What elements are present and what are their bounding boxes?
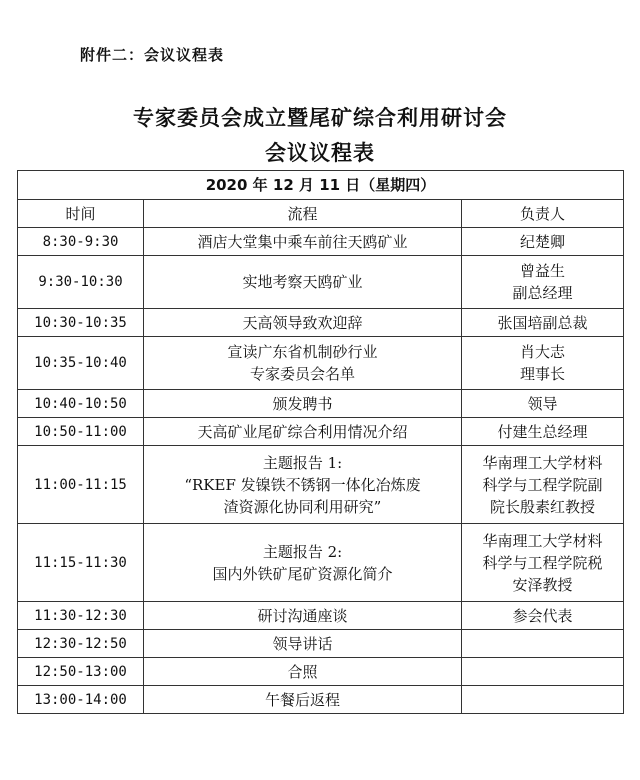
- owner-cell: 华南理工大学材料 科学与工程学院副 院长殷素红教授: [462, 446, 624, 524]
- time-cell: 11:00-11:15: [18, 446, 144, 524]
- time-cell: 11:30-12:30: [18, 602, 144, 630]
- time-cell: 9:30-10:30: [18, 256, 144, 309]
- table-row: [18, 390, 624, 418]
- process-cell: 酒店大堂集中乘车前往天鸥矿业: [144, 228, 462, 256]
- owner-cell: 华南理工大学材料 科学与工程学院税 安泽教授: [462, 524, 624, 602]
- owner-cell: 张国培副总裁: [462, 309, 624, 337]
- time-cell: 12:30-12:50: [18, 630, 144, 658]
- process-cell: 研讨沟通座谈: [144, 602, 462, 630]
- owner-cell: 付建生总经理: [462, 418, 624, 446]
- process-cell: 天高矿业尾矿综合利用情况介绍: [144, 418, 462, 446]
- date-header: 2020 年 12 月 11 日（星期四）: [18, 171, 624, 200]
- attachment-label: 附件二：会议议程表: [80, 46, 225, 64]
- process-cell: 宣读广东省机制砂行业 专家委员会名单: [144, 337, 462, 390]
- table-row: [18, 602, 624, 630]
- time-cell: 10:40-10:50: [18, 390, 144, 418]
- document-title: 专家委员会成立暨尾矿综合利用研讨会: [133, 105, 507, 130]
- time-cell: 13:00-14:00: [18, 686, 144, 714]
- process-cell: 主题报告 2: 国内外铁矿尾矿资源化简介: [144, 524, 462, 602]
- owner-cell: 参会代表: [462, 602, 624, 630]
- table-row: [18, 524, 624, 602]
- table-row: [18, 418, 624, 446]
- process-cell: 领导讲话: [144, 630, 462, 658]
- table-row: [18, 446, 624, 524]
- process-cell: 实地考察天鸥矿业: [144, 256, 462, 309]
- process-cell: 颁发聘书: [144, 390, 462, 418]
- owner-cell: [462, 686, 624, 714]
- column-header-owner: 负责人: [462, 200, 624, 228]
- time-cell: 8:30-9:30: [18, 228, 144, 256]
- table-row: [18, 337, 624, 390]
- owner-cell: 肖大志 理事长: [462, 337, 624, 390]
- process-cell: 午餐后返程: [144, 686, 462, 714]
- owner-cell: 曾益生 副总经理: [462, 256, 624, 309]
- agenda-table: [17, 170, 624, 714]
- column-header-process: 流程: [144, 200, 462, 228]
- table-row: [18, 309, 624, 337]
- table-row: [18, 256, 624, 309]
- table-row: [18, 658, 624, 686]
- column-header-time: 时间: [18, 200, 144, 228]
- table-row: [18, 630, 624, 658]
- time-cell: 10:35-10:40: [18, 337, 144, 390]
- time-cell: 10:50-11:00: [18, 418, 144, 446]
- owner-cell: 纪楚卿: [462, 228, 624, 256]
- owner-cell: [462, 658, 624, 686]
- time-cell: 12:50-13:00: [18, 658, 144, 686]
- time-cell: 11:15-11:30: [18, 524, 144, 602]
- process-cell: 主题报告 1: “RKEF 发镍铁不锈钢一体化冶炼废 渣资源化协同利用研究”: [144, 446, 462, 524]
- process-cell: 合照: [144, 658, 462, 686]
- process-cell: 天高领导致欢迎辞: [144, 309, 462, 337]
- document-subtitle: 会议议程表: [265, 140, 375, 165]
- owner-cell: [462, 630, 624, 658]
- time-cell: 10:30-10:35: [18, 309, 144, 337]
- table-row: [18, 228, 624, 256]
- table-row: [18, 686, 624, 714]
- owner-cell: 领导: [462, 390, 624, 418]
